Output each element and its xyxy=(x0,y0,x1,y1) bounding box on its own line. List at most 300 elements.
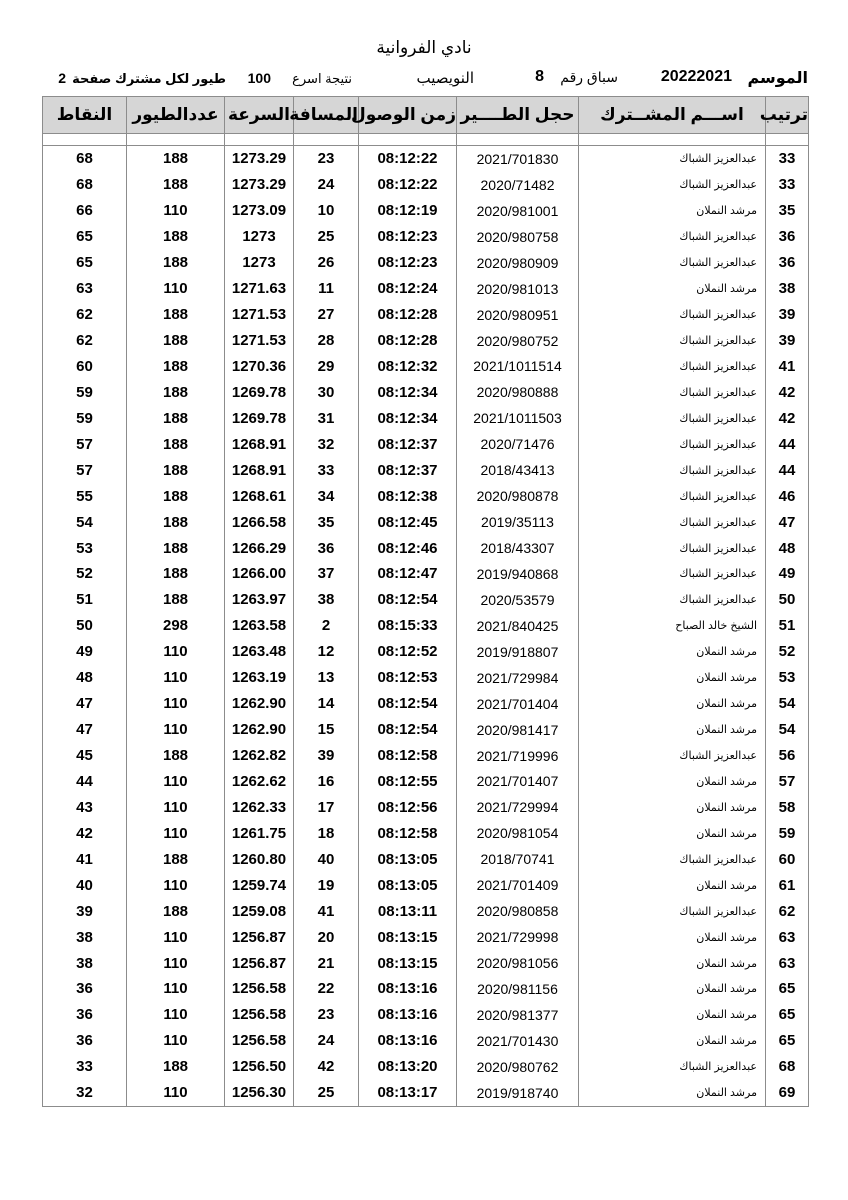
points-cell: 39 xyxy=(43,898,127,924)
distance-cell: 25 xyxy=(294,1080,359,1106)
ring-cell: 2021/719996 xyxy=(457,743,579,769)
speed-cell: 1270.36 xyxy=(225,354,294,380)
table-row xyxy=(43,976,809,1002)
table-row xyxy=(43,224,809,250)
rank-cell: 62 xyxy=(766,898,809,924)
rank-cell: 65 xyxy=(766,976,809,1002)
owner-cell: مرشد النملان xyxy=(579,1002,766,1028)
owner-cell: عبدالعزيز الشباك xyxy=(579,846,766,872)
table-row xyxy=(43,561,809,587)
points-cell: 51 xyxy=(43,587,127,613)
rank-cell: 56 xyxy=(766,743,809,769)
points-cell: 45 xyxy=(43,743,127,769)
points-cell: 53 xyxy=(43,535,127,561)
distance-cell: 19 xyxy=(294,872,359,898)
points-cell: 54 xyxy=(43,509,127,535)
table-row xyxy=(43,405,809,431)
distance-cell: 40 xyxy=(294,846,359,872)
owner-cell: عبدالعزيز الشباك xyxy=(579,535,766,561)
points-cell: 33 xyxy=(43,1054,127,1080)
arrival-time-cell: 08:13:15 xyxy=(359,950,457,976)
speed-cell: 1262.90 xyxy=(225,691,294,717)
speed-cell: 1256.30 xyxy=(225,1080,294,1106)
table-row xyxy=(43,431,809,457)
ring-cell: 2020/980858 xyxy=(457,898,579,924)
distance-cell: 42 xyxy=(294,1054,359,1080)
speed-cell: 1259.74 xyxy=(225,872,294,898)
arrival-time-cell: 08:12:23 xyxy=(359,250,457,276)
points-cell: 49 xyxy=(43,639,127,665)
distance-cell: 17 xyxy=(294,794,359,820)
ring-cell: 2020/981377 xyxy=(457,1002,579,1028)
points-cell: 63 xyxy=(43,276,127,302)
distance-cell: 32 xyxy=(294,431,359,457)
arrival-time-cell: 08:12:54 xyxy=(359,691,457,717)
table-row xyxy=(43,146,809,172)
race-name: النويصيب xyxy=(416,70,474,87)
owner-cell: مرشد النملان xyxy=(579,665,766,691)
owner-cell: عبدالعزيز الشباك xyxy=(579,561,766,587)
arrival-time-cell: 08:12:24 xyxy=(359,276,457,302)
owner-cell: عبدالعزيز الشباك xyxy=(579,354,766,380)
speed-cell: 1262.82 xyxy=(225,743,294,769)
table-row xyxy=(43,898,809,924)
owner-cell: مرشد النملان xyxy=(579,1080,766,1106)
arrival-time-cell: 08:12:53 xyxy=(359,665,457,691)
points-cell: 48 xyxy=(43,665,127,691)
rank-cell: 39 xyxy=(766,328,809,354)
owner-cell: مرشد النملان xyxy=(579,794,766,820)
points-cell: 47 xyxy=(43,717,127,743)
distance-cell: 21 xyxy=(294,950,359,976)
arrival-time-cell: 08:12:52 xyxy=(359,639,457,665)
rank-cell: 33 xyxy=(766,146,809,172)
owner-cell: عبدالعزيز الشباك xyxy=(579,743,766,769)
birds-per-page-label: طيور لكل مشترك صفحة xyxy=(72,71,226,86)
table-row xyxy=(43,483,809,509)
owner-cell: عبدالعزيز الشباك xyxy=(579,302,766,328)
table-row xyxy=(43,457,809,483)
table-row xyxy=(43,172,809,198)
speed-cell: 1262.33 xyxy=(225,794,294,820)
season-value: 20222021 xyxy=(660,68,732,85)
ring-cell: 2020/981054 xyxy=(457,820,579,846)
speed-cell: 1266.00 xyxy=(225,561,294,587)
rank-cell: 65 xyxy=(766,1028,809,1054)
speed-cell: 1263.58 xyxy=(225,613,294,639)
points-cell: 43 xyxy=(43,794,127,820)
ring-cell: 2018/70741 xyxy=(457,846,579,872)
table-row xyxy=(43,1054,809,1080)
header-arrival-time: زمن الوصول xyxy=(359,97,457,134)
ring-cell: 2020/981417 xyxy=(457,717,579,743)
speed-cell: 1269.78 xyxy=(225,379,294,405)
bird-count-cell: 188 xyxy=(127,379,225,405)
bird-count-cell: 188 xyxy=(127,328,225,354)
ring-cell: 2020/981156 xyxy=(457,976,579,1002)
rank-cell: 33 xyxy=(766,172,809,198)
table-header xyxy=(43,97,809,134)
distance-cell: 36 xyxy=(294,535,359,561)
ring-cell: 2021/729998 xyxy=(457,924,579,950)
header-owner: اســـم المشــترك xyxy=(579,97,766,134)
table-row xyxy=(43,1080,809,1106)
arrival-time-cell: 08:12:47 xyxy=(359,561,457,587)
points-cell: 50 xyxy=(43,613,127,639)
arrival-time-cell: 08:15:33 xyxy=(359,613,457,639)
arrival-time-cell: 08:13:16 xyxy=(359,976,457,1002)
speed-cell: 1256.87 xyxy=(225,950,294,976)
distance-cell: 30 xyxy=(294,379,359,405)
arrival-time-cell: 08:13:11 xyxy=(359,898,457,924)
distance-cell: 10 xyxy=(294,198,359,224)
result-value: 100 xyxy=(247,70,271,86)
bird-count-cell: 188 xyxy=(127,561,225,587)
bird-count-cell: 188 xyxy=(127,146,225,172)
owner-cell: عبدالعزيز الشباك xyxy=(579,431,766,457)
distance-cell: 12 xyxy=(294,639,359,665)
points-cell: 55 xyxy=(43,483,127,509)
points-cell: 36 xyxy=(43,1028,127,1054)
table-row xyxy=(43,743,809,769)
rank-cell: 52 xyxy=(766,639,809,665)
ring-cell: 2019/918807 xyxy=(457,639,579,665)
rank-cell: 39 xyxy=(766,302,809,328)
rank-cell: 50 xyxy=(766,587,809,613)
speed-cell: 1268.61 xyxy=(225,483,294,509)
points-cell: 41 xyxy=(43,846,127,872)
points-cell: 42 xyxy=(43,820,127,846)
arrival-time-cell: 08:12:55 xyxy=(359,769,457,795)
rank-cell: 38 xyxy=(766,276,809,302)
bird-count-cell: 110 xyxy=(127,276,225,302)
bird-count-cell: 110 xyxy=(127,924,225,950)
bird-count-cell: 188 xyxy=(127,457,225,483)
points-cell: 47 xyxy=(43,691,127,717)
owner-cell: عبدالعزيز الشباك xyxy=(579,250,766,276)
points-cell: 62 xyxy=(43,328,127,354)
bird-count-cell: 110 xyxy=(127,769,225,795)
table-row xyxy=(43,872,809,898)
speed-cell: 1268.91 xyxy=(225,431,294,457)
table-row xyxy=(43,846,809,872)
header-rank: ترتيب xyxy=(766,97,809,134)
owner-cell: عبدالعزيز الشباك xyxy=(579,509,766,535)
table-row xyxy=(43,250,809,276)
ring-cell: 2020/71476 xyxy=(457,431,579,457)
arrival-time-cell: 08:12:37 xyxy=(359,457,457,483)
ring-cell: 2020/981013 xyxy=(457,276,579,302)
points-cell: 66 xyxy=(43,198,127,224)
arrival-time-cell: 08:13:15 xyxy=(359,924,457,950)
bird-count-cell: 188 xyxy=(127,509,225,535)
bird-count-cell: 110 xyxy=(127,872,225,898)
arrival-time-cell: 08:13:05 xyxy=(359,872,457,898)
race-number-value: 8 xyxy=(535,68,544,85)
arrival-time-cell: 08:13:20 xyxy=(359,1054,457,1080)
ring-cell: 2021/701404 xyxy=(457,691,579,717)
race-info-line xyxy=(40,68,808,92)
bird-count-cell: 188 xyxy=(127,172,225,198)
season-label: الموسم xyxy=(747,70,808,87)
table-row xyxy=(43,328,809,354)
owner-cell: عبدالعزيز الشباك xyxy=(579,328,766,354)
owner-cell: عبدالعزيز الشباك xyxy=(579,1054,766,1080)
bird-count-cell: 110 xyxy=(127,717,225,743)
arrival-time-cell: 08:13:05 xyxy=(359,846,457,872)
bird-count-cell: 110 xyxy=(127,1080,225,1106)
distance-cell: 34 xyxy=(294,483,359,509)
points-cell: 60 xyxy=(43,354,127,380)
points-cell: 36 xyxy=(43,976,127,1002)
points-cell: 68 xyxy=(43,172,127,198)
arrival-time-cell: 08:12:23 xyxy=(359,224,457,250)
bird-count-cell: 110 xyxy=(127,976,225,1002)
rank-cell: 59 xyxy=(766,820,809,846)
bird-count-cell: 188 xyxy=(127,898,225,924)
speed-cell: 1266.58 xyxy=(225,509,294,535)
ring-cell: 2020/981056 xyxy=(457,950,579,976)
owner-cell: عبدالعزيز الشباك xyxy=(579,224,766,250)
speed-cell: 1262.90 xyxy=(225,717,294,743)
rank-cell: 48 xyxy=(766,535,809,561)
header-distance: المسافة xyxy=(294,97,359,134)
ring-cell: 2020/980888 xyxy=(457,379,579,405)
owner-cell: مرشد النملان xyxy=(579,691,766,717)
ring-cell: 2020/71482 xyxy=(457,172,579,198)
table-row xyxy=(43,717,809,743)
arrival-time-cell: 08:13:16 xyxy=(359,1002,457,1028)
table-row xyxy=(43,587,809,613)
owner-cell: مرشد النملان xyxy=(579,276,766,302)
owner-cell: مرشد النملان xyxy=(579,769,766,795)
owner-cell: عبدالعزيز الشباك xyxy=(579,587,766,613)
race-number-label: سباق رقم xyxy=(560,69,618,85)
speed-cell: 1256.58 xyxy=(225,976,294,1002)
points-cell: 59 xyxy=(43,405,127,431)
ring-cell: 2020/980878 xyxy=(457,483,579,509)
arrival-time-cell: 08:12:22 xyxy=(359,172,457,198)
arrival-time-cell: 08:13:16 xyxy=(359,1028,457,1054)
ring-cell: 2020/980909 xyxy=(457,250,579,276)
table-row xyxy=(43,302,809,328)
points-cell: 32 xyxy=(43,1080,127,1106)
ring-cell: 2021/701407 xyxy=(457,769,579,795)
ring-cell: 2021/701830 xyxy=(457,146,579,172)
rank-cell: 42 xyxy=(766,379,809,405)
ring-cell: 2021/1011514 xyxy=(457,354,579,380)
ring-cell: 2019/918740 xyxy=(457,1080,579,1106)
arrival-time-cell: 08:12:54 xyxy=(359,587,457,613)
arrival-time-cell: 08:12:22 xyxy=(359,146,457,172)
speed-cell: 1273.29 xyxy=(225,172,294,198)
table-row xyxy=(43,535,809,561)
points-cell: 44 xyxy=(43,769,127,795)
rank-cell: 44 xyxy=(766,431,809,457)
bird-count-cell: 188 xyxy=(127,431,225,457)
distance-cell: 39 xyxy=(294,743,359,769)
points-cell: 38 xyxy=(43,924,127,950)
distance-cell: 24 xyxy=(294,1028,359,1054)
bird-count-cell: 188 xyxy=(127,405,225,431)
points-cell: 59 xyxy=(43,379,127,405)
bird-count-cell: 188 xyxy=(127,354,225,380)
arrival-time-cell: 08:12:28 xyxy=(359,302,457,328)
distance-cell: 29 xyxy=(294,354,359,380)
distance-cell: 16 xyxy=(294,769,359,795)
distance-cell: 23 xyxy=(294,146,359,172)
ring-cell: 2019/35113 xyxy=(457,509,579,535)
distance-cell: 35 xyxy=(294,509,359,535)
ring-cell: 2020/980758 xyxy=(457,224,579,250)
rank-cell: 53 xyxy=(766,665,809,691)
header-gap xyxy=(43,134,809,146)
bird-count-cell: 110 xyxy=(127,1002,225,1028)
bird-count-cell: 188 xyxy=(127,743,225,769)
rank-cell: 36 xyxy=(766,250,809,276)
result-label: نتيجة اسرع xyxy=(292,71,352,86)
owner-cell: مرشد النملان xyxy=(579,717,766,743)
speed-cell: 1269.78 xyxy=(225,405,294,431)
arrival-time-cell: 08:12:37 xyxy=(359,431,457,457)
owner-cell: عبدالعزيز الشباك xyxy=(579,405,766,431)
rank-cell: 36 xyxy=(766,224,809,250)
owner-cell: عبدالعزيز الشباك xyxy=(579,457,766,483)
points-cell: 57 xyxy=(43,431,127,457)
distance-cell: 24 xyxy=(294,172,359,198)
speed-cell: 1256.87 xyxy=(225,924,294,950)
owner-cell: مرشد النملان xyxy=(579,872,766,898)
distance-cell: 2 xyxy=(294,613,359,639)
ring-cell: 2018/43413 xyxy=(457,457,579,483)
owner-cell: عبدالعزيز الشباك xyxy=(579,898,766,924)
distance-cell: 18 xyxy=(294,820,359,846)
speed-cell: 1256.58 xyxy=(225,1002,294,1028)
table-row xyxy=(43,820,809,846)
distance-cell: 41 xyxy=(294,898,359,924)
arrival-time-cell: 08:12:34 xyxy=(359,379,457,405)
arrival-time-cell: 08:12:58 xyxy=(359,743,457,769)
table-row xyxy=(43,924,809,950)
bird-count-cell: 298 xyxy=(127,613,225,639)
arrival-time-cell: 08:12:56 xyxy=(359,794,457,820)
speed-cell: 1260.80 xyxy=(225,846,294,872)
table-row xyxy=(43,639,809,665)
distance-cell: 13 xyxy=(294,665,359,691)
table-row xyxy=(43,613,809,639)
rank-cell: 54 xyxy=(766,691,809,717)
table-row xyxy=(43,198,809,224)
distance-cell: 26 xyxy=(294,250,359,276)
points-cell: 65 xyxy=(43,250,127,276)
header-bird-count: عددالطيور xyxy=(127,97,225,134)
ring-cell: 2020/981001 xyxy=(457,198,579,224)
distance-cell: 14 xyxy=(294,691,359,717)
speed-cell: 1271.53 xyxy=(225,328,294,354)
owner-cell: عبدالعزيز الشباك xyxy=(579,483,766,509)
speed-cell: 1256.58 xyxy=(225,1028,294,1054)
rank-cell: 46 xyxy=(766,483,809,509)
bird-count-cell: 188 xyxy=(127,302,225,328)
arrival-time-cell: 08:12:38 xyxy=(359,483,457,509)
arrival-time-cell: 08:13:17 xyxy=(359,1080,457,1106)
speed-cell: 1273.09 xyxy=(225,198,294,224)
distance-cell: 23 xyxy=(294,1002,359,1028)
distance-cell: 27 xyxy=(294,302,359,328)
bird-count-cell: 110 xyxy=(127,691,225,717)
bird-count-cell: 188 xyxy=(127,224,225,250)
distance-cell: 38 xyxy=(294,587,359,613)
table-row xyxy=(43,950,809,976)
table-row xyxy=(43,354,809,380)
owner-cell: مرشد النملان xyxy=(579,639,766,665)
owner-cell: الشيخ خالد الصباح xyxy=(579,613,766,639)
bird-count-cell: 188 xyxy=(127,250,225,276)
bird-count-cell: 188 xyxy=(127,1054,225,1080)
table-row xyxy=(43,379,809,405)
header-ring: حجل الطــــير xyxy=(457,97,579,134)
speed-cell: 1271.53 xyxy=(225,302,294,328)
rank-cell: 47 xyxy=(766,509,809,535)
rank-cell: 60 xyxy=(766,846,809,872)
speed-cell: 1273 xyxy=(225,224,294,250)
ring-cell: 2021/701430 xyxy=(457,1028,579,1054)
bird-count-cell: 110 xyxy=(127,1028,225,1054)
speed-cell: 1273.29 xyxy=(225,146,294,172)
ring-cell: 2020/980762 xyxy=(457,1054,579,1080)
rank-cell: 49 xyxy=(766,561,809,587)
ring-cell: 2018/43307 xyxy=(457,535,579,561)
bird-count-cell: 188 xyxy=(127,587,225,613)
arrival-time-cell: 08:12:58 xyxy=(359,820,457,846)
arrival-time-cell: 08:12:45 xyxy=(359,509,457,535)
speed-cell: 1271.63 xyxy=(225,276,294,302)
distance-cell: 11 xyxy=(294,276,359,302)
speed-cell: 1263.19 xyxy=(225,665,294,691)
rank-cell: 35 xyxy=(766,198,809,224)
table-body xyxy=(43,146,809,1107)
birds-per-page-value: 2 xyxy=(58,70,66,86)
ring-cell: 2019/940868 xyxy=(457,561,579,587)
speed-cell: 1266.29 xyxy=(225,535,294,561)
arrival-time-cell: 08:12:34 xyxy=(359,405,457,431)
owner-cell: مرشد النملان xyxy=(579,198,766,224)
speed-cell: 1259.08 xyxy=(225,898,294,924)
rank-cell: 54 xyxy=(766,717,809,743)
bird-count-cell: 110 xyxy=(127,950,225,976)
rank-cell: 63 xyxy=(766,950,809,976)
rank-cell: 69 xyxy=(766,1080,809,1106)
arrival-time-cell: 08:12:54 xyxy=(359,717,457,743)
points-cell: 57 xyxy=(43,457,127,483)
distance-cell: 31 xyxy=(294,405,359,431)
owner-cell: عبدالعزيز الشباك xyxy=(579,146,766,172)
rank-cell: 51 xyxy=(766,613,809,639)
table-row xyxy=(43,1002,809,1028)
distance-cell: 37 xyxy=(294,561,359,587)
ring-cell: 2020/980752 xyxy=(457,328,579,354)
bird-count-cell: 188 xyxy=(127,846,225,872)
owner-cell: مرشد النملان xyxy=(579,950,766,976)
ring-cell: 2021/1011503 xyxy=(457,405,579,431)
owner-cell: عبدالعزيز الشباك xyxy=(579,172,766,198)
table-row xyxy=(43,1028,809,1054)
rank-cell: 63 xyxy=(766,924,809,950)
points-cell: 52 xyxy=(43,561,127,587)
points-cell: 40 xyxy=(43,872,127,898)
owner-cell: عبدالعزيز الشباك xyxy=(579,379,766,405)
bird-count-cell: 110 xyxy=(127,665,225,691)
